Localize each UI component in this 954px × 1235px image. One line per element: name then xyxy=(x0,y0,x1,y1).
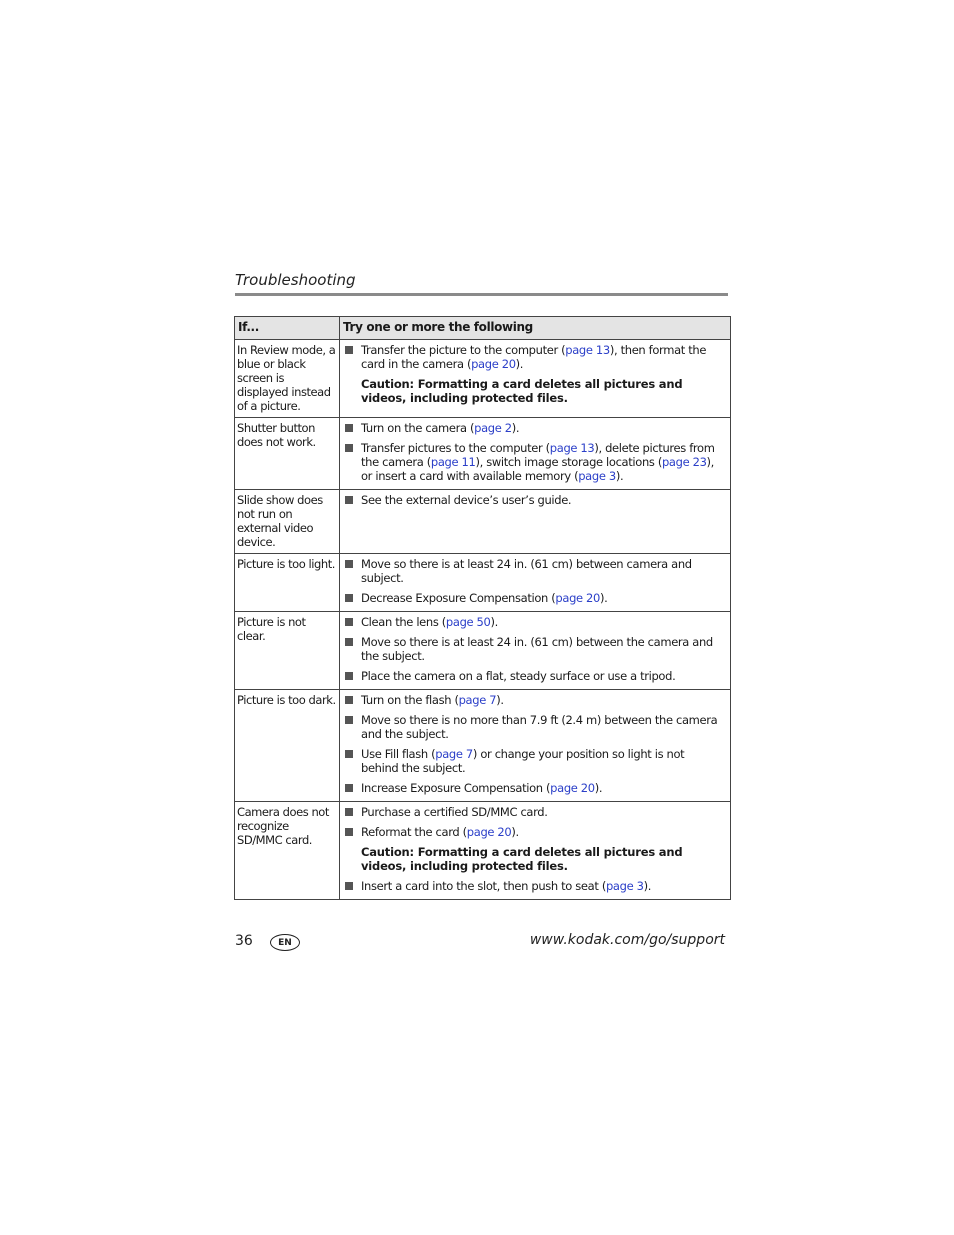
solution-text: ). xyxy=(496,693,504,707)
solution-text: ). xyxy=(594,781,603,795)
solution-cell xyxy=(340,690,731,802)
page-link[interactable]: page 20 xyxy=(471,357,516,371)
page-link[interactable]: page 20 xyxy=(466,825,512,839)
solution-text: Move so there is at least 24 in. (61 cm) between the camera and the subject. xyxy=(361,635,713,663)
solution-text: Turn on the camera ( xyxy=(361,421,475,435)
condition-cell: Picture is too dark. xyxy=(235,690,340,802)
solution-item xyxy=(342,441,728,483)
solution-text: Increase Exposure Compensation ( xyxy=(361,781,551,795)
table-row xyxy=(235,418,731,490)
solution-text: Place the camera on a flat, steady surface or use a tripod. xyxy=(361,669,676,683)
solution-text: Insert a card into the slot, then push to seat ( xyxy=(361,879,606,893)
solution-text: ), then format the card in the camera ( xyxy=(361,343,707,371)
solution-list xyxy=(342,693,728,795)
page-link[interactable]: page 2 xyxy=(474,421,512,435)
condition-cell: Slide show does not run on external video device. xyxy=(235,490,340,554)
table-row xyxy=(235,802,731,900)
table-row xyxy=(235,554,731,612)
solution-text: Use Fill flash ( xyxy=(361,747,436,761)
solution-text: Reformat the card ( xyxy=(361,825,467,839)
solution-item xyxy=(342,493,728,507)
solution-text: Clean the lens ( xyxy=(361,615,446,629)
solution-list xyxy=(342,343,728,405)
solution-item xyxy=(342,713,728,741)
solution-list xyxy=(342,615,728,683)
troubleshooting-table xyxy=(234,316,731,900)
condition-cell: Shutter button does not work. xyxy=(235,418,340,490)
solution-text: Move so there is at least 24 in. (61 cm) between camera and subject. xyxy=(361,557,692,585)
solution-text: Transfer pictures to the computer ( xyxy=(361,441,550,455)
solution-item xyxy=(342,693,728,707)
table-row xyxy=(235,612,731,690)
solution-item xyxy=(342,421,728,435)
solution-text: ). xyxy=(515,357,524,371)
solution-text: See the external device’s user’s guide. xyxy=(361,493,572,507)
solution-text: Turn on the flash ( xyxy=(361,693,459,707)
header-rule xyxy=(235,293,728,296)
condition-cell: Camera does not recognize SD/MMC card. xyxy=(235,802,340,900)
solution-list xyxy=(342,805,728,893)
solution-item xyxy=(342,343,728,371)
solution-text: ), delete pictures from the camera ( xyxy=(361,441,715,469)
condition-cell: Picture is too light. xyxy=(235,554,340,612)
solution-text: ). xyxy=(643,879,652,893)
page-number: 36 xyxy=(235,933,253,949)
solution-cell xyxy=(340,554,731,612)
solution-text: Move so there is no more than 7.9 ft (2.4 m) between the camera and the subject. xyxy=(361,713,718,741)
en-badge-icon: EN xyxy=(270,934,300,951)
page-link[interactable]: page 50 xyxy=(445,615,491,629)
solution-cell xyxy=(340,802,731,900)
solution-item xyxy=(342,669,728,683)
page-link[interactable]: page 23 xyxy=(661,455,707,469)
table-row xyxy=(235,690,731,802)
solution-text: ). xyxy=(599,591,608,605)
solution-list xyxy=(342,493,728,507)
page-link[interactable]: page 13 xyxy=(565,343,610,357)
solution-text: Transfer the picture to the computer ( xyxy=(361,343,566,357)
solution-item xyxy=(342,781,728,795)
caution-note xyxy=(342,845,728,873)
solution-item xyxy=(342,805,728,819)
solution-text: ), switch image storage locations ( xyxy=(475,455,662,469)
solution-text: ) or change your position so light is not behind the subject. xyxy=(361,747,685,775)
page-link[interactable]: page 20 xyxy=(550,781,595,795)
page-link[interactable]: page 11 xyxy=(430,455,476,469)
solution-cell xyxy=(340,340,731,418)
solution-text: Caution: Formatting a card deletes all pictures and videos, including protected files. xyxy=(361,377,683,405)
solution-text: Purchase a certified SD/MMC card. xyxy=(361,805,548,819)
solution-text: Caution: Formatting a card deletes all pictures and videos, including protected files. xyxy=(361,845,683,873)
caution-note xyxy=(342,377,728,405)
table-row xyxy=(235,340,731,418)
page-link[interactable]: page 7 xyxy=(458,693,497,707)
page-link[interactable]: page 7 xyxy=(435,747,473,761)
solution-cell xyxy=(340,612,731,690)
page-link[interactable]: page 20 xyxy=(555,591,600,605)
solution-item xyxy=(342,879,728,893)
solution-item xyxy=(342,747,728,775)
solution-item xyxy=(342,825,728,839)
solution-text: ). xyxy=(490,615,498,629)
solution-text: ). xyxy=(615,469,624,483)
page-link[interactable]: page 13 xyxy=(549,441,595,455)
table-header-row xyxy=(235,317,731,340)
table-row xyxy=(235,490,731,554)
condition-cell: Picture is not clear. xyxy=(235,612,340,690)
solution-cell xyxy=(340,490,731,554)
column-header-if: If... xyxy=(235,317,340,340)
solution-text: ). xyxy=(511,825,519,839)
section-title: Troubleshooting xyxy=(235,271,356,289)
table-body xyxy=(235,340,731,900)
solution-item xyxy=(342,635,728,663)
solution-item xyxy=(342,591,728,605)
solution-text: ). xyxy=(511,421,520,435)
solution-cell xyxy=(340,418,731,490)
solution-text: Decrease Exposure Compensation ( xyxy=(361,591,556,605)
page-link[interactable]: page 3 xyxy=(578,469,616,483)
condition-cell: In Review mode, a blue or black screen is displayed instead of a picture. xyxy=(235,340,340,418)
solution-text: ), or insert a card with available memory ( xyxy=(361,455,714,483)
support-url[interactable]: www.kodak.com/go/support xyxy=(529,932,725,948)
solution-item xyxy=(342,615,728,629)
solution-list xyxy=(342,421,728,483)
column-header-try: Try one or more the following xyxy=(340,317,731,340)
solution-list xyxy=(342,557,728,605)
solution-item xyxy=(342,557,728,585)
page-link[interactable]: page 3 xyxy=(605,879,644,893)
